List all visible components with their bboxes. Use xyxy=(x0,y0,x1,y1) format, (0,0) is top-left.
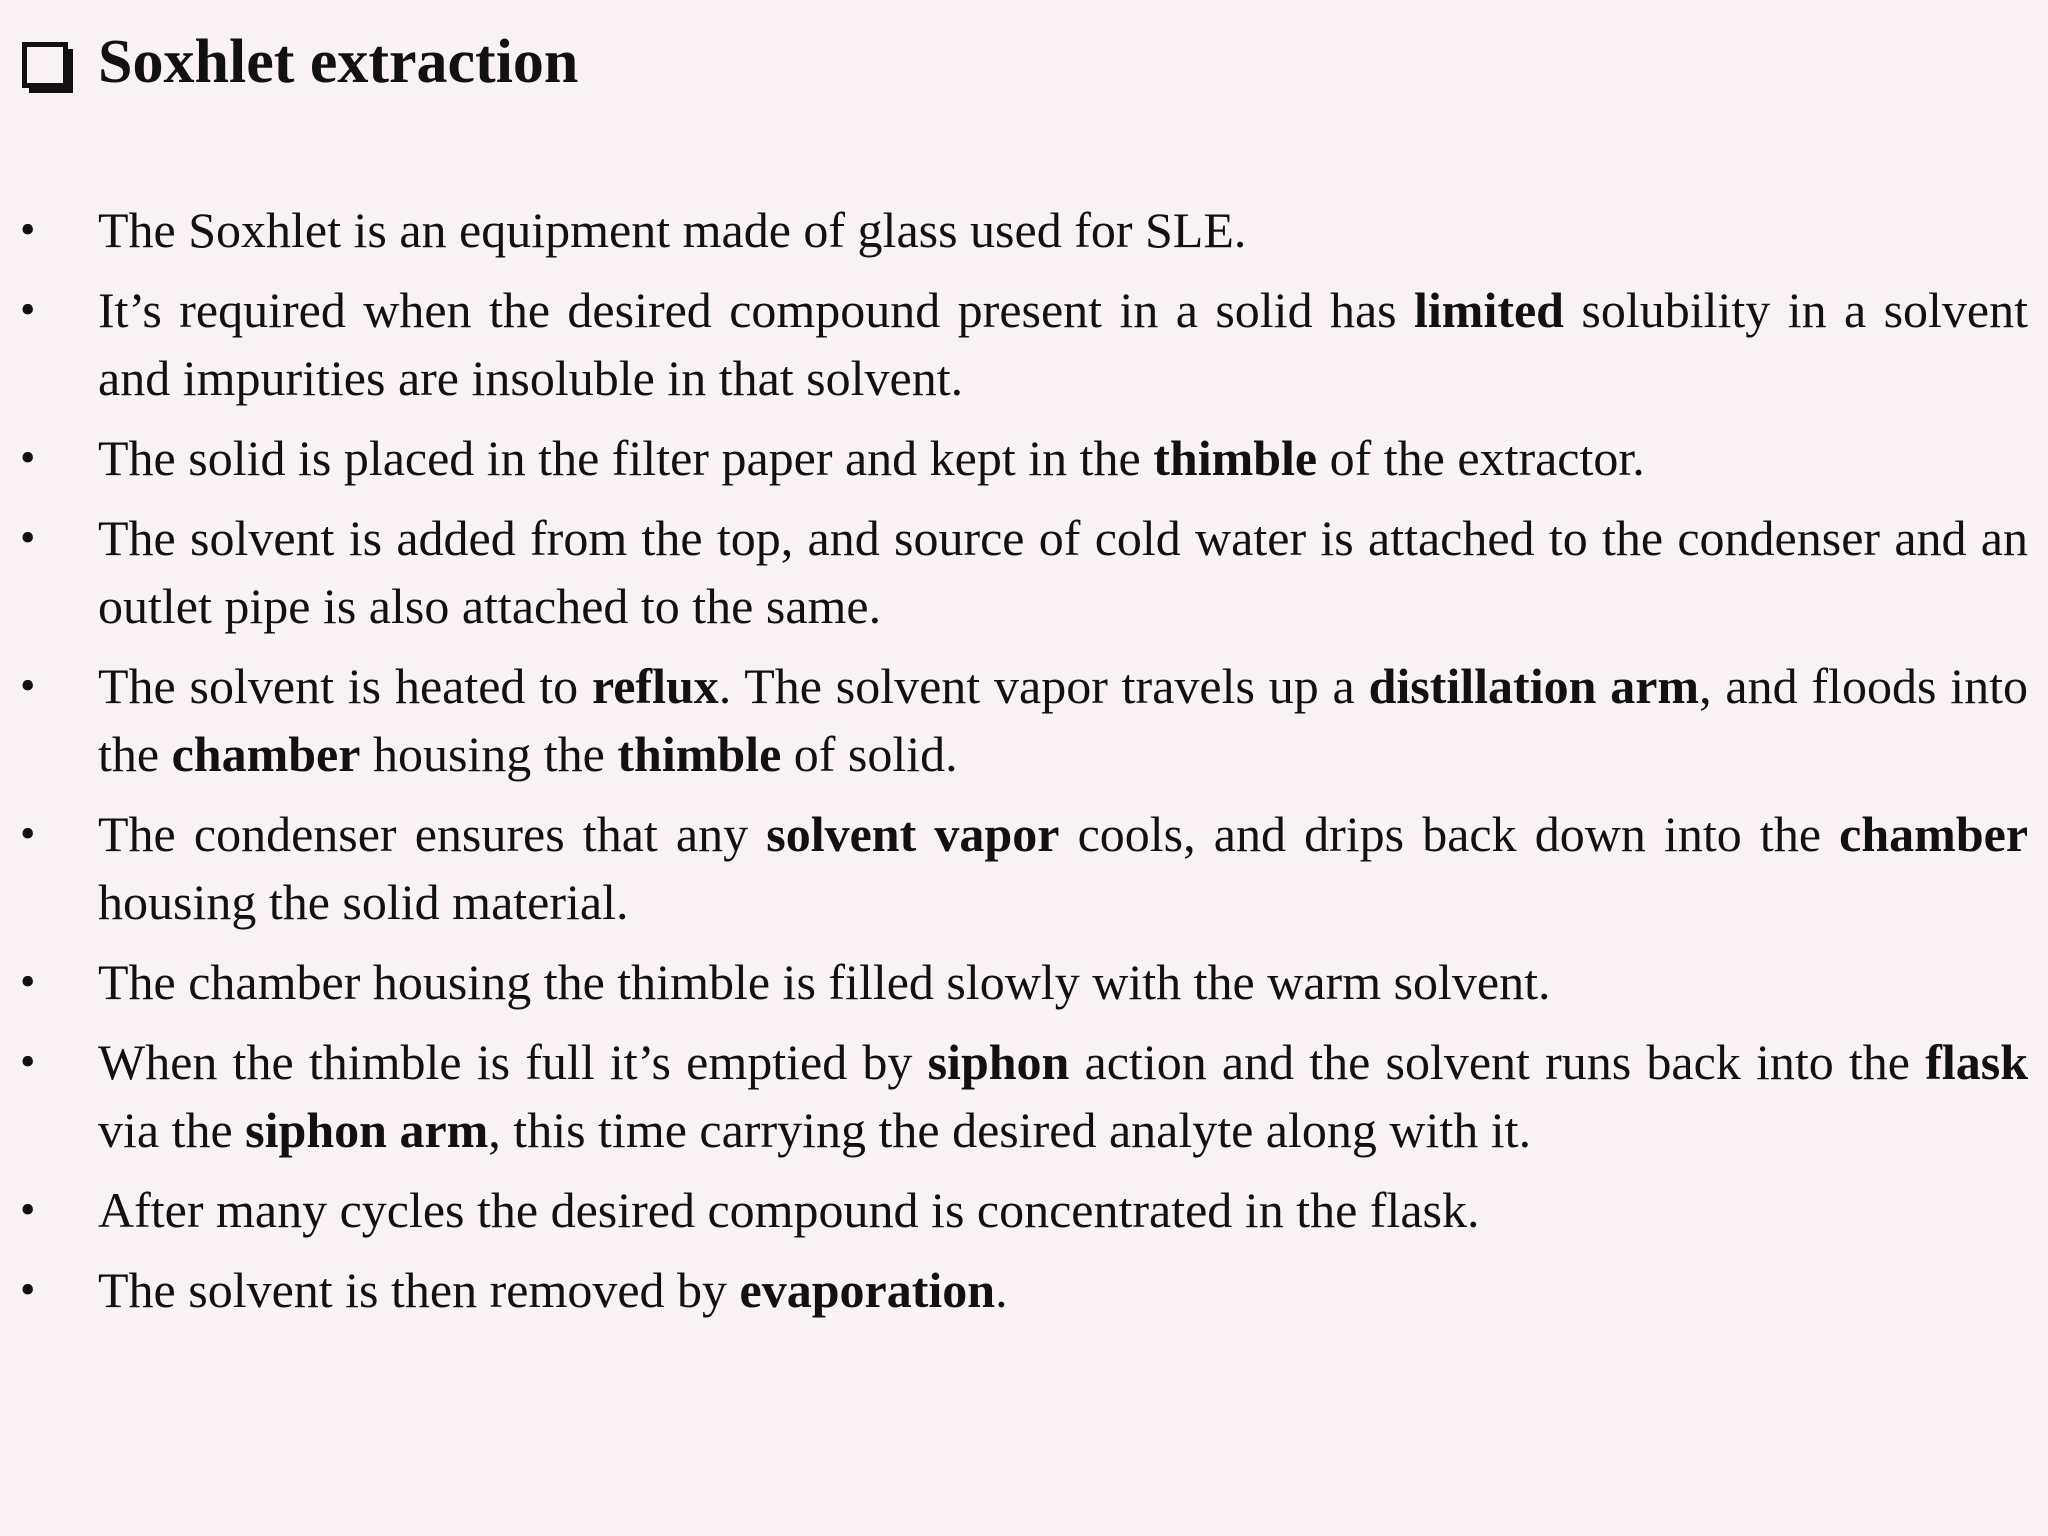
bold-term: limited xyxy=(1414,282,1564,338)
bold-term: reflux xyxy=(591,658,719,714)
text-segment: When the thimble is full it’s emptied by xyxy=(98,1034,928,1090)
bullet-dot: • xyxy=(20,513,36,562)
text-segment: The Soxhlet is an equipment made of glass used for SLE. xyxy=(98,202,1247,258)
text-segment: . xyxy=(995,1262,1008,1318)
list-item xyxy=(0,652,2048,788)
bullet-dot: • xyxy=(20,205,36,254)
bullet-text xyxy=(98,202,1246,258)
text-segment: action and the solvent runs back into the xyxy=(1069,1034,1926,1090)
text-segment: housing the xyxy=(360,726,618,782)
title-row xyxy=(22,22,578,102)
text-segment: The solvent is then removed by xyxy=(98,1262,740,1318)
text-segment: The solvent is heated to xyxy=(98,658,592,714)
list-item xyxy=(0,1256,2048,1324)
bullet-dot: • xyxy=(20,433,36,482)
text-segment: The solvent is added from the top, and source of cold water is attached to the condenser and an outlet pipe is also attached to the same. xyxy=(98,510,2028,634)
bullet-text xyxy=(98,658,2028,782)
bullet-text xyxy=(98,1262,1008,1318)
text-segment: of the extractor. xyxy=(1317,430,1645,486)
bullet-dot: • xyxy=(20,285,36,334)
list-item xyxy=(0,276,2048,412)
list-item xyxy=(0,424,2048,492)
bullet-dot: • xyxy=(20,957,36,1006)
text-segment: , and floods into the xyxy=(98,658,2028,782)
bullet-text xyxy=(98,1182,1479,1238)
text-segment: of solid. xyxy=(781,726,958,782)
bullet-text xyxy=(98,510,2028,634)
bold-term: distillation arm xyxy=(1368,658,1700,714)
bullet-dot: • xyxy=(20,1265,36,1314)
bullet-text xyxy=(98,430,1645,486)
bullet-text xyxy=(98,806,2028,930)
bold-term: thimble xyxy=(1153,430,1318,486)
bold-term: flask xyxy=(1925,1034,2028,1090)
list-item xyxy=(0,504,2048,640)
bullet-text xyxy=(98,282,2028,406)
bold-term: siphon arm xyxy=(245,1102,489,1158)
bullet-dot: • xyxy=(20,1037,36,1086)
text-segment: via the xyxy=(98,1102,246,1158)
bold-term: chamber xyxy=(171,726,361,782)
bold-term: thimble xyxy=(617,726,782,782)
bold-term: evaporation xyxy=(739,1262,996,1318)
text-segment: cools, and drips back down into the xyxy=(1059,806,1840,862)
text-segment: After many cycles the desired compound is concentrated in the flask. xyxy=(98,1182,1480,1238)
list-item xyxy=(0,1176,2048,1244)
bullet-dot: • xyxy=(20,661,36,710)
bullet-text xyxy=(98,1034,2028,1158)
list-item xyxy=(0,1028,2048,1164)
bullet-dot: • xyxy=(20,1185,36,1234)
list-item xyxy=(0,948,2048,1016)
text-segment: housing the solid material. xyxy=(98,874,629,930)
page-title: Soxhlet extraction xyxy=(98,28,579,96)
bold-term: solvent vapor xyxy=(766,806,1060,862)
bullet-text xyxy=(98,954,1551,1010)
bullet-dot: • xyxy=(20,809,36,858)
bold-term: chamber xyxy=(1839,806,2029,862)
text-segment: The solid is placed in the filter paper and kept in the xyxy=(98,430,1154,486)
bullet-list xyxy=(0,196,2048,1336)
text-segment: , this time carrying the desired analyte along with it. xyxy=(488,1102,1532,1158)
text-segment: . The solvent vapor travels up a xyxy=(718,658,1369,714)
bold-term: siphon xyxy=(927,1034,1070,1090)
list-item xyxy=(0,196,2048,264)
checkbox-square-icon xyxy=(22,42,68,88)
text-segment: It’s required when the desired compound present in a solid has xyxy=(98,282,1415,338)
text-segment: The chamber housing the thimble is filled slowly with the warm solvent. xyxy=(98,954,1551,1010)
text-segment: The condenser ensures that any xyxy=(98,806,767,862)
list-item xyxy=(0,800,2048,936)
text-segment: solubility in a solvent and impurities are insoluble in that solvent. xyxy=(98,282,2029,406)
